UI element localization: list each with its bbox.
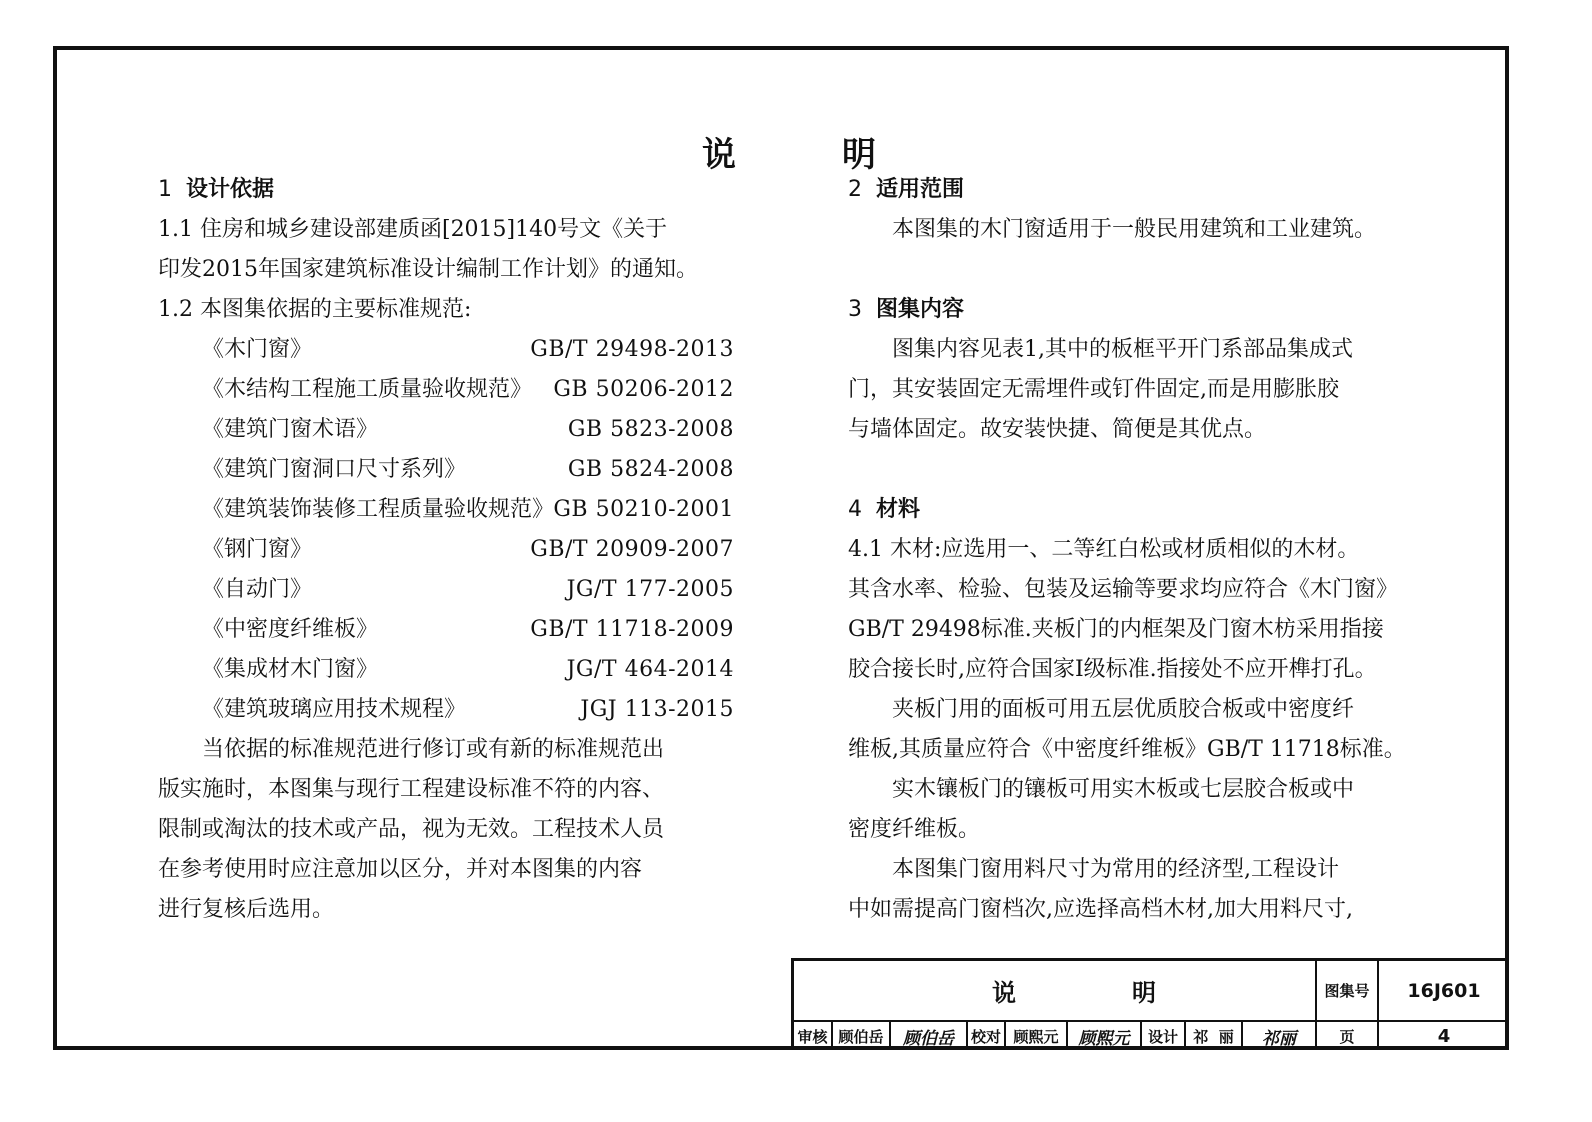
materials-line: 中如需提高门窗档次,应选择高档木材,加大用料尺寸, bbox=[848, 897, 1353, 922]
page-label: 页 bbox=[1339, 1027, 1355, 1046]
materials-line: 维板,其质量应符合《中密度纤维板》GB/T 11718标准。 bbox=[848, 737, 1406, 762]
title-block bbox=[791, 958, 1509, 1050]
review-label: 审核 bbox=[797, 1027, 828, 1046]
paragraph-1-1-line-2: 印发2015年国家建筑标准设计编制工作计划》的通知。 bbox=[158, 257, 698, 282]
atlas-number-label: 图集号 bbox=[1324, 982, 1370, 1000]
designer-name: 祁 丽 bbox=[1193, 1027, 1234, 1046]
section-1-heading: 1 设计依据 bbox=[158, 177, 275, 202]
scope-text: 本图集的木门窗适用于一般民用建筑和工业建筑。 bbox=[892, 217, 1377, 242]
contents-line: 与墙体固定。故安装快捷、简便是其优点。 bbox=[848, 417, 1267, 442]
paragraph-1-2: 1.2 本图集依据的主要标准规范: bbox=[158, 297, 472, 322]
page-number: 4 bbox=[1437, 1025, 1451, 1047]
standard-row: 《中密度纤维板》 GB/T 11718-2009 bbox=[202, 617, 734, 642]
checker-signature: 顾熙元 bbox=[1078, 1028, 1130, 1049]
standard-row: 《集成材木门窗》 JG/T 464-2014 bbox=[202, 657, 734, 682]
materials-line: 实木镶板门的镶板可用实木板或七层胶合板或中 bbox=[892, 777, 1355, 802]
standard-row: 《建筑门窗洞口尺寸系列》 GB 5824-2008 bbox=[202, 457, 734, 482]
validity-paragraph-line: 版实施时，本图集与现行工程建设标准不符的内容、 bbox=[158, 777, 665, 802]
right-column bbox=[848, 170, 1448, 930]
atlas-number: 16J601 bbox=[1407, 979, 1481, 1002]
reviewer-name: 顾伯岳 bbox=[838, 1027, 884, 1046]
reviewer-signature: 顾伯岳 bbox=[903, 1028, 954, 1049]
standard-row: 《建筑门窗术语》 GB 5823-2008 bbox=[202, 417, 734, 442]
materials-line: 本图集门窗用料尺寸为常用的经济型,工程设计 bbox=[892, 857, 1339, 882]
standard-row: 《木门窗》 GB/T 29498-2013 bbox=[202, 337, 734, 362]
page-title-part2: 明 bbox=[842, 135, 876, 175]
check-label: 校对 bbox=[970, 1027, 1001, 1046]
materials-line: GB/T 29498标准.夹板门的内框架及门窗木枋采用指接 bbox=[848, 617, 1384, 642]
validity-paragraph-line: 进行复核后选用。 bbox=[158, 897, 335, 922]
materials-line: 胶合接长时,应符合国家I级标准.指接处不应开榫打孔。 bbox=[848, 657, 1377, 682]
designer-signature: 祁丽 bbox=[1262, 1028, 1296, 1049]
titleblock-title-part1: 说 bbox=[992, 979, 1016, 1007]
titleblock-title-part2: 明 bbox=[1132, 979, 1156, 1007]
materials-line: 夹板门用的面板可用五层优质胶合板或中密度纤 bbox=[892, 697, 1355, 722]
validity-paragraph-line: 限制或淘汰的技术或产品，视为无效。工程技术人员 bbox=[158, 817, 665, 842]
contents-line: 门，其安装固定无需埋件或钉件固定,而是用膨胀胶 bbox=[848, 377, 1339, 402]
standard-row: 《木结构工程施工质量验收规范》 GB 50206-2012 bbox=[202, 377, 734, 402]
page-title-part1: 说 bbox=[702, 135, 736, 175]
contents-line: 图集内容见表1,其中的板框平开门系部品集成式 bbox=[892, 337, 1353, 362]
left-column bbox=[158, 170, 758, 930]
validity-paragraph-line: 当依据的标准规范进行修订或有新的标准规范出 bbox=[202, 737, 665, 762]
standard-row: 《自动门》 JG/T 177-2005 bbox=[202, 577, 734, 602]
section-4-heading: 4 材料 bbox=[848, 497, 921, 522]
paragraph-1-1-line-1: 1.1 住房和城乡建设部建质函[2015]140号文《关于 bbox=[158, 217, 668, 242]
standard-row: 《建筑装饰装修工程质量验收规范》 GB 50210-2001 bbox=[202, 497, 734, 522]
materials-line: 密度纤维板。 bbox=[848, 817, 981, 842]
materials-line: 其含水率、检验、包装及运输等要求均应符合《木门窗》 bbox=[848, 577, 1399, 602]
checker-name: 顾熙元 bbox=[1013, 1027, 1059, 1046]
materials-line: 4.1 木材:应选用一、二等红白松或材质相似的木材。 bbox=[848, 537, 1360, 562]
design-label: 设计 bbox=[1147, 1027, 1178, 1046]
section-3-heading: 3 图集内容 bbox=[848, 297, 965, 322]
standard-row: 《建筑玻璃应用技术规程》 JGJ 113-2015 bbox=[202, 697, 734, 722]
standard-row: 《钢门窗》 GB/T 20909-2007 bbox=[202, 537, 734, 562]
section-2-heading: 2 适用范围 bbox=[848, 177, 965, 202]
validity-paragraph-line: 在参考使用时应注意加以区分，并对本图集的内容 bbox=[158, 857, 643, 882]
